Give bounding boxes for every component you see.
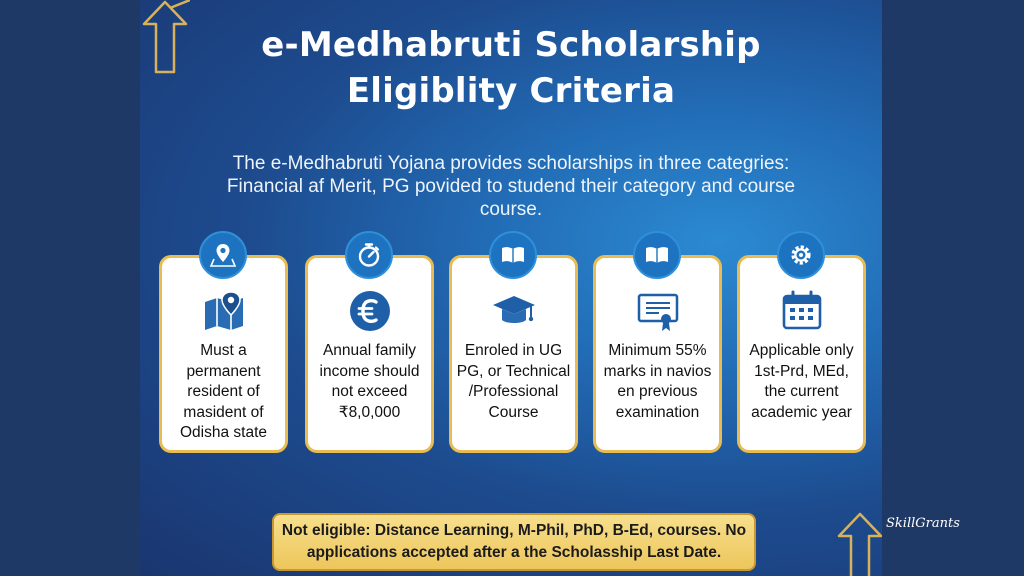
left-backdrop — [0, 0, 140, 576]
text-line: Course — [488, 403, 539, 421]
text-line: Must a permanent — [186, 342, 261, 380]
infographic-slide — [140, 0, 882, 576]
stopwatch-icon — [345, 231, 393, 279]
text-line: masident of — [183, 403, 264, 421]
text-line: Enroled in UG — [464, 342, 563, 359]
certificate-icon — [635, 288, 681, 334]
text-line: ₹8,0,000 — [338, 403, 401, 421]
text-line: en previous — [617, 383, 698, 400]
criteria-card-marks — [593, 255, 722, 453]
calendar-icon — [779, 288, 825, 334]
text-line: Applicable only — [749, 342, 854, 359]
text-line: marks in navios — [603, 362, 712, 380]
text-line: 1st-Prd, MEd, — [754, 362, 849, 380]
text-line: academic year — [751, 403, 852, 421]
text-line: Minimum 55% — [608, 342, 707, 359]
criteria-text — [164, 341, 283, 444]
subtitle-line: course. — [479, 199, 543, 220]
text-line: Odisha state — [179, 424, 268, 441]
criteria-card-course — [449, 255, 578, 453]
criteria-text — [454, 341, 573, 423]
gear-icon — [777, 231, 825, 279]
euro-coin-icon — [347, 288, 393, 334]
criteria-card-residency — [159, 255, 288, 453]
notice-line: applications accepted after a the Scholasship Last Date. — [306, 544, 722, 561]
text-line: resident of — [187, 383, 260, 400]
open-book-icon — [489, 231, 537, 279]
brand-logo-text: SkillGrants — [886, 516, 960, 531]
slide-subtitle — [190, 152, 832, 221]
map-icon — [201, 288, 247, 334]
title-line: Eligiblity Criteria — [346, 71, 676, 111]
criteria-text — [310, 341, 429, 423]
subtitle-line: Financial af Merit, PG povided to studend their category and course — [226, 176, 796, 197]
subtitle-line: The e-Medhabruti Yojana provides scholarships in three categries: — [232, 153, 790, 174]
criteria-cards — [159, 231, 865, 455]
up-arrow-icon — [833, 512, 882, 576]
open-book-icon — [633, 231, 681, 279]
text-line: not exceed — [331, 383, 408, 400]
title-line: e-Medhabruti Scholarship — [261, 25, 761, 65]
text-line: PG, or Technical — [456, 362, 571, 380]
text-line: examination — [615, 403, 700, 421]
graduation-cap-icon — [491, 288, 537, 334]
right-backdrop — [882, 0, 1024, 576]
notice-line: Not eligible: Distance Learning, M-Phil, PhD, B-Ed, courses. No — [281, 522, 747, 539]
criteria-text — [742, 341, 861, 423]
location-pin-icon — [199, 231, 247, 279]
criteria-text — [598, 341, 717, 423]
text-line: Annual family — [322, 342, 417, 359]
criteria-card-income — [305, 255, 434, 453]
slide-title — [140, 22, 882, 114]
text-line: income should — [319, 362, 420, 380]
text-line: /Professional — [468, 383, 559, 400]
text-line: the current — [764, 383, 839, 400]
not-eligible-notice — [272, 513, 756, 571]
criteria-card-academic-year — [737, 255, 866, 453]
